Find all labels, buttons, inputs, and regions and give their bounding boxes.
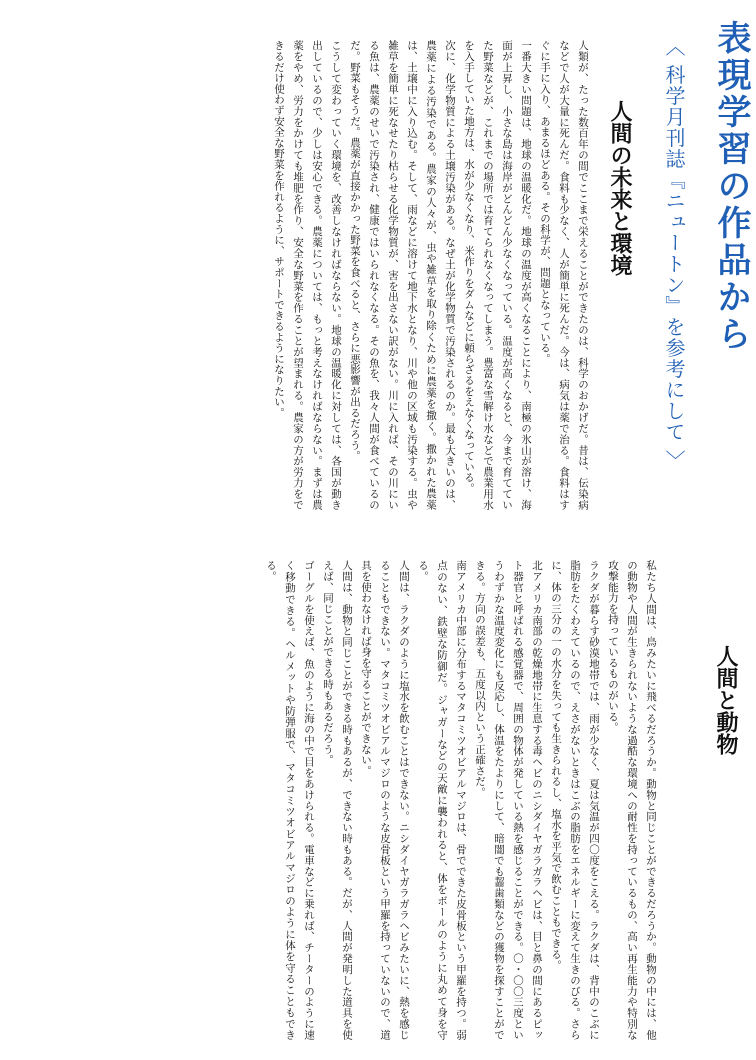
section2-paragraph: 南アメリカ中部に分布するマタコミツオビアルマジロは、骨でできた皮骨板という甲羅を持つ。弱点のない、鉄壁な防御だ。ジャガーなどの天敵に襲われると、体をボールのように丸めて身を守る。	[417, 560, 467, 1040]
section2-paragraph: 人間は、ラクダのように塩水を飲むことはできない。ニシダイヤガラガラヘビみたいに、熱を感じることもできない。マタコミツオビアルマジロのような皮骨板という甲羅を持っていないので、道具を使わなければ身を守ることができない。	[360, 560, 410, 1040]
section1-paragraph: 一番大きい問題は、地球の温暖化だ。地球の温度が高くなることにより、南極の氷山が溶け、海面が上昇し、小さな島は海岸がどんどん少なくなっている。温度が高くなると、今まで育てていた野菜などが、これまでの場所では育てられなくなってしまう。豊富な雪解け水などで農業用水を入手していた地方は、水が少なくなり、米作りをダムなどに頼らざるをえなくなっている。	[463, 40, 532, 510]
section1-paragraph: 次に、化学物質による土壌汚染がある。なぜ土が化学物質で汚染されるのか。最も大きいのは、農薬による汚染である。農家の人々が、虫や雑草を取り除くために農薬を撒く。撒かれた農薬は、土壌中に入り込む。そして、雨などに溶けて地下水となり、川や他の区域も汚染する。虫や雑草を簡単に死なせたり枯らせる化学物質が、害を出さない訳がない。川に入れば、その川にいる魚は、農薬のせいで汚染され、健康ではいられなくなる。その魚を、我々人間が食べているのだ。野菜もそうだ。農薬が直接かかった野菜を食べると、さらに悪影響が出るだろう。	[349, 40, 456, 510]
section1-paragraph: 人類が、たった数百年の間でここまで栄えることができたのは、科学のおかげだ。昔は、伝染病などで人が大量に死んだ。食料も少なく、人が簡単に死んだ。今は、病気は薬で治る。食料はすぐに手に入り、あまるほどある。その科学が、問題となっている。	[539, 40, 589, 510]
section2-body	[38, 560, 660, 1040]
section2-paragraph: 私たち人間は、鳥みたいに飛べるだろうか。動物と同じことができるだろうか。動物の中には、他の動物や人間が生きられないような過酷な環境への耐性を持っているもの、高い再生能力や特別な攻撃能力を持っているものがいる。	[607, 560, 657, 1040]
section1-paragraph: こうして変わっていく環境を、改善しなければならない。地球の温暖化に対しては、各国が動き出しているので、少しは安心できる。農薬については、もっと考えなければならない。まずは農薬をやめ、労力をかけても堆肥を作り、安全な野菜を作ることが望まれる。農家の方が労力をできるだけ使わず安全な野菜を作れるように、サポートできるようになりたい。	[273, 40, 342, 510]
section2-paragraph: ラクダが暮らす砂漠地帯では、雨が少なく、夏は気温が四〇度をこえる。ラクダは、背中のこぶに脂肪をたくわえているので、えさがないときはこぶの脂肪をエネルギーに変えて生きのびる。さらに、体の三分の一の水分を失っても生きられるし、塩水を平気で飲むこともできる。	[550, 560, 600, 1040]
section1-body	[50, 40, 592, 510]
section2-paragraph: 人間は、動物と同じことができる時もあるが、できない時もある。だが、人間が発明した道具を使えば、同じことができる時もあるだろう。	[322, 560, 353, 1040]
section1-heading: 人間の未来と環境	[607, 100, 632, 276]
page-title: 表現学習の作品から	[711, 20, 751, 353]
section2-paragraph: 北アメリカ南部の乾燥地帯に生息する毒ヘビのニシダイヤガラガラヘビは、目と鼻の間にあるピット器官と呼ばれる感覚器で、周囲の物体が発している熱を感じることができる。〇・〇〇三度というわずかな温度変化にも反応し、体温をたよりにして、暗闇でも齧歯類などの獲物を探すことができる。方向の誤差も、五度以内という正確さだ。	[474, 560, 543, 1040]
section2-paragraph: ゴーグルを使えば、魚のように海の中で目をあけられる。電車などに乗れば、チーターのように速く移動できる。ヘルメットや防弾服で、マタコミツオビアルマジロのように体を守ることもできる。	[265, 560, 315, 1040]
section2-heading: 人間と動物	[713, 645, 738, 755]
page-subtitle: 〈 科学月刊誌『ニュートン』を参考にして 〉	[662, 36, 686, 471]
